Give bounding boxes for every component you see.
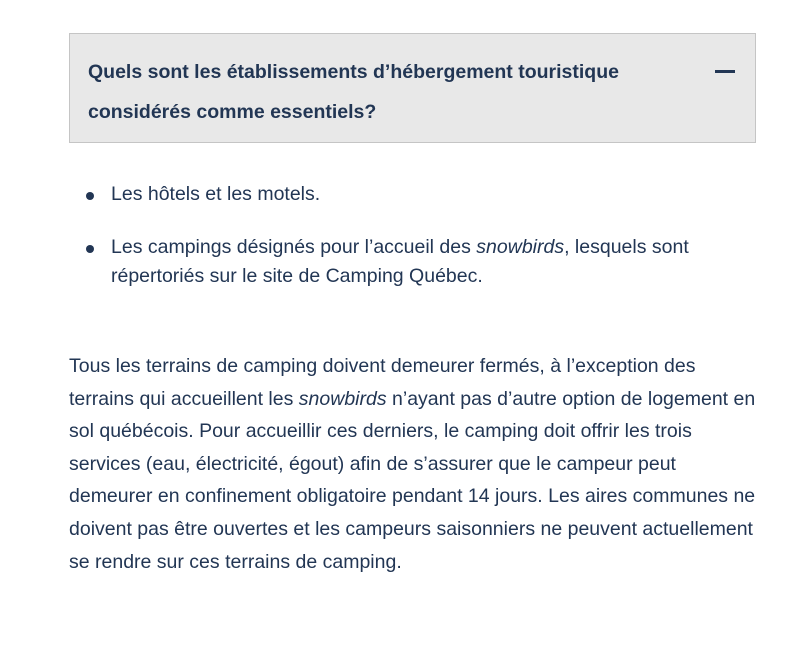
camping-paragraph: [69, 350, 759, 578]
paragraph-emphasis: snowbirds: [298, 387, 387, 410]
accordion-question-title[interactable]: Quels sont les établissements d’hébergement touristique considérés comme essentiels?: [88, 61, 619, 123]
list-item: [86, 180, 766, 209]
list-item-text: Les hôtels et les motels.: [111, 183, 321, 205]
list-item-emphasis: snowbirds: [476, 236, 565, 258]
list-item-text-after: , lesquels sont répertoriés sur le site de Camping Québec.: [111, 236, 689, 287]
essential-accommodations-list: [86, 180, 766, 315]
paragraph-part-2: n’ayant pas d’autre option de logement en sol québécois. Pour accueillir ces derniers, le camping doit offrir les trois services (eau, électricité, égout) afin de s’assurer que le campeur peut demeurer en confinement obligatoire pendant 14 jours. Les aires communes ne doivent pas être ouvertes et les campeurs saisonniers ne peuvent actuellement se rendre sur ces terrains de camping.: [69, 387, 756, 573]
list-item: [86, 233, 766, 291]
paragraph-part-1: Tous les terrains de camping doivent demeurer fermés, à l’exception des terrains qui accueillent les: [69, 355, 696, 410]
list-item-text-before: Les campings désignés pour l’accueil des: [111, 236, 477, 258]
bullet-icon: [86, 245, 94, 253]
minus-icon-bar: [715, 70, 735, 73]
faq-accordion-header[interactable]: [69, 33, 756, 143]
bullet-icon: [86, 192, 94, 200]
minus-icon[interactable]: [713, 59, 737, 83]
